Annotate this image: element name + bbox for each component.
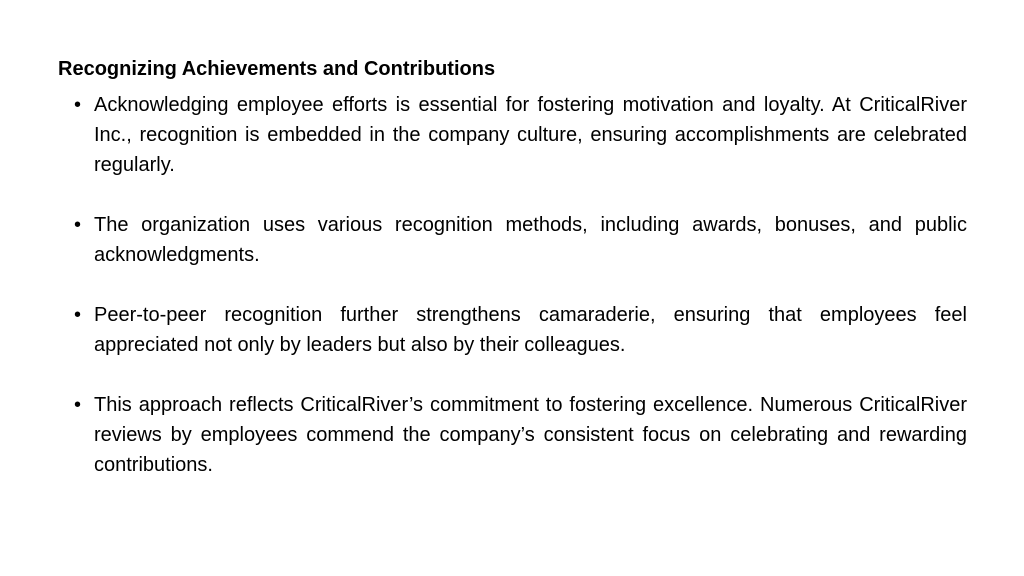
slide-heading: Recognizing Achievements and Contributions xyxy=(58,58,496,80)
bullet-item-peer-recognition: • Peer-to-peer recognition further strengthens camaraderie, ensuring that employees feel appreciated not only by leaders but also by their colleagues. xyxy=(94,300,967,360)
bullet-item-commitment-excellence: • This approach reflects CriticalRiver’s commitment to fostering excellence. Numerous CriticalRiver reviews by employees commend the company’s consistent focus on celebrating and rewarding contributions. xyxy=(94,390,967,480)
bullet-item-recognition-methods: • The organization uses various recognition methods, including awards, bonuses, and public acknowledgments. xyxy=(94,210,967,270)
bullet-item-recognition-culture: • Acknowledging employee efforts is essential for fostering motivation and loyalty. At CriticalRiver Inc., recognition is embedded in the company culture, ensuring accomplishments are celebrated regularly. xyxy=(94,90,967,180)
bullet-list xyxy=(94,90,967,510)
